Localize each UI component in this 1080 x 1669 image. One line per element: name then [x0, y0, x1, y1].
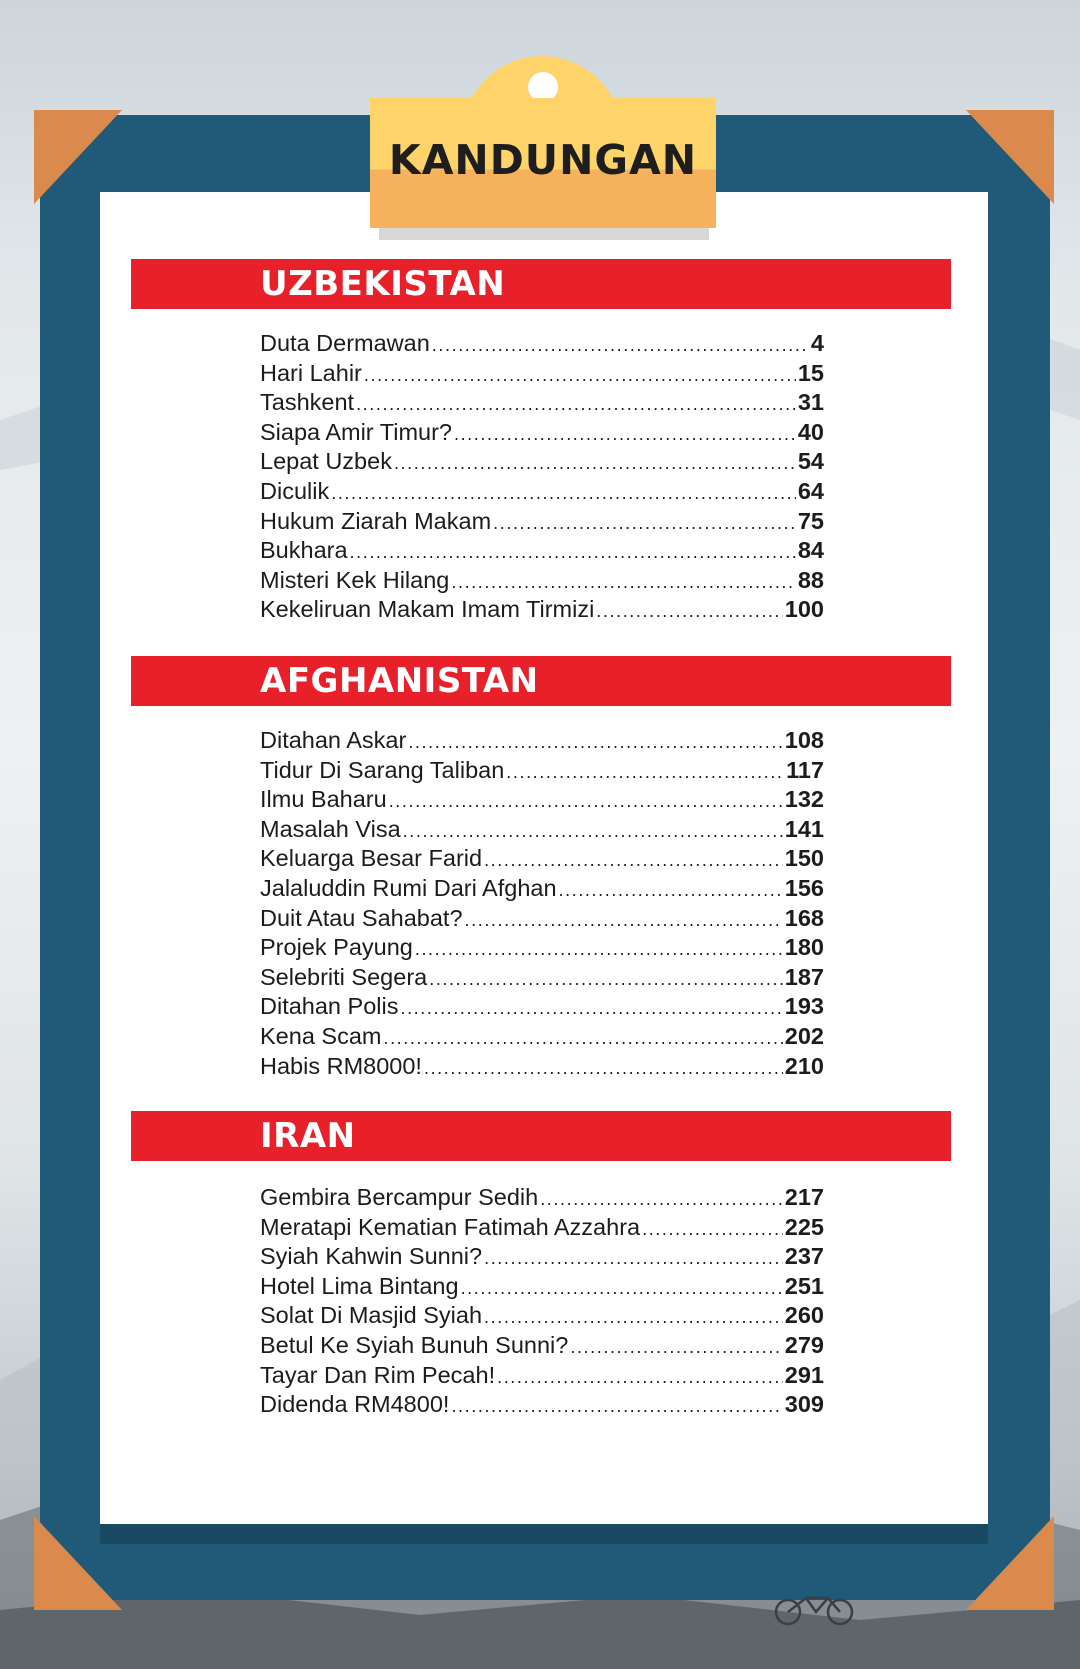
toc-entry-title: Diculik — [260, 477, 330, 504]
toc-entry[interactable] — [260, 388, 824, 418]
toc-entry[interactable] — [260, 1390, 824, 1420]
toc-entry-page: 202 — [784, 1022, 824, 1049]
leader-dots — [403, 817, 783, 847]
toc-entry-page: 180 — [784, 934, 824, 961]
toc-entry[interactable] — [260, 933, 824, 963]
toc-list-uzbekistan — [260, 329, 824, 625]
leader-dots — [383, 1024, 782, 1054]
leader-dots — [642, 1215, 783, 1245]
toc-entry-page: 260 — [784, 1302, 824, 1329]
toc-entry-title: Hukum Ziarah Makam — [260, 507, 492, 534]
toc-entry-title: Meratapi Kematian Fatimah Azzahra — [260, 1213, 641, 1240]
toc-entry[interactable] — [260, 756, 824, 786]
toc-entry-title: Kena Scam — [260, 1022, 382, 1049]
toc-entry[interactable] — [260, 359, 824, 389]
toc-entry-title: Gembira Bercampur Sedih — [260, 1184, 539, 1210]
toc-entry-page: 291 — [784, 1361, 824, 1388]
toc-entry[interactable] — [260, 1022, 824, 1052]
leader-dots — [451, 1392, 782, 1422]
toc-entry-page: 156 — [784, 874, 824, 901]
corner-tab-bottom-left — [34, 1516, 122, 1610]
toc-entry[interactable] — [260, 536, 824, 566]
toc-entry[interactable] — [260, 1242, 824, 1272]
leader-dots — [408, 728, 782, 758]
section-header-iran — [131, 1111, 951, 1161]
toc-entry-page: 141 — [784, 815, 824, 842]
toc-entry-page: 64 — [797, 477, 824, 504]
toc-entry[interactable] — [260, 1331, 824, 1361]
leader-dots — [461, 1274, 783, 1304]
leader-dots — [350, 538, 796, 568]
toc-entry-page: 40 — [797, 418, 824, 445]
toc-entry[interactable] — [260, 1361, 824, 1391]
toc-entry-title: Tayar Dan Rim Pecah! — [260, 1361, 496, 1388]
toc-entry[interactable] — [260, 815, 824, 845]
toc-entry[interactable] — [260, 726, 824, 756]
toc-entry-title: Masalah Visa — [260, 815, 401, 842]
toc-entry[interactable] — [260, 329, 824, 359]
toc-entry-title: Duta Dermawan — [260, 330, 430, 356]
toc-entry-title: Ditahan Askar — [260, 727, 407, 753]
toc-entry-page: 279 — [784, 1331, 824, 1358]
leader-dots — [331, 479, 796, 509]
leader-dots — [484, 1303, 783, 1333]
toc-entry[interactable] — [260, 963, 824, 993]
toc-entry-page: 88 — [797, 566, 824, 593]
toc-entry-title: Projek Payung — [260, 934, 413, 961]
leader-dots — [497, 1363, 783, 1393]
leader-dots — [451, 568, 795, 598]
toc-entry-title: Hari Lahir — [260, 359, 362, 386]
toc-entry[interactable] — [260, 992, 824, 1022]
section-header-afghanistan — [131, 656, 951, 706]
toc-list-afghanistan — [260, 726, 824, 1081]
corner-tab-top-right — [966, 110, 1054, 204]
page-title: KANDUNGAN — [388, 136, 698, 184]
toc-entry[interactable] — [260, 477, 824, 507]
leader-dots — [465, 906, 783, 936]
toc-entry[interactable] — [260, 447, 824, 477]
leader-dots — [424, 1054, 783, 1084]
toc-entry[interactable] — [260, 904, 824, 934]
bicycle-icon — [770, 1592, 860, 1626]
toc-entry-page: 210 — [784, 1052, 824, 1079]
leader-dots — [506, 758, 784, 788]
toc-entry-title: Jalaluddin Rumi Dari Afghan — [260, 874, 557, 901]
corner-tab-top-left — [34, 110, 122, 204]
section-title: IRAN — [260, 1116, 356, 1156]
toc-entry-page: 15 — [797, 359, 824, 386]
toc-entry-title: Duit Atau Sahabat? — [260, 904, 463, 931]
section-header-uzbekistan — [131, 259, 951, 309]
toc-entry-page: 237 — [784, 1243, 824, 1270]
section-title: UZBEKISTAN — [260, 264, 506, 304]
leader-dots — [596, 597, 782, 627]
toc-entry-page: 217 — [784, 1184, 824, 1210]
toc-entry[interactable] — [260, 844, 824, 874]
toc-entry-page: 84 — [797, 537, 824, 564]
leader-dots — [389, 787, 783, 817]
toc-entry[interactable] — [260, 1301, 824, 1331]
toc-entry-title: Keluarga Besar Farid — [260, 845, 483, 872]
toc-entry-title: Syiah Kahwin Sunni? — [260, 1243, 483, 1270]
toc-entry-page: 168 — [784, 904, 824, 931]
toc-entry-title: Bukhara — [260, 537, 348, 564]
toc-entry-page: 150 — [784, 845, 824, 872]
toc-entry-page: 54 — [797, 448, 824, 475]
leader-dots — [364, 361, 796, 391]
toc-entry[interactable] — [260, 595, 824, 625]
toc-entry-title: Ilmu Baharu — [260, 786, 387, 813]
leader-dots — [570, 1333, 782, 1363]
toc-entry-page: 108 — [784, 727, 824, 753]
toc-entry-page: 193 — [784, 993, 824, 1020]
toc-entry[interactable] — [260, 785, 824, 815]
toc-entry-title: Hotel Lima Bintang — [260, 1272, 459, 1299]
section-title: AFGHANISTAN — [260, 661, 539, 701]
leader-dots — [493, 509, 796, 539]
corner-tab-bottom-right — [966, 1516, 1054, 1610]
leader-dots — [540, 1185, 783, 1215]
leader-dots — [429, 965, 783, 995]
toc-entry-title: Selebriti Segera — [260, 963, 428, 990]
toc-entry[interactable] — [260, 566, 824, 596]
toc-entry-page: 31 — [797, 389, 824, 416]
toc-entry-page: 117 — [786, 756, 824, 783]
toc-entry-title: Ditahan Polis — [260, 993, 399, 1020]
leader-dots — [432, 331, 809, 361]
toc-entry-page: 4 — [810, 330, 824, 356]
toc-entry-title: Didenda RM4800! — [260, 1391, 450, 1418]
toc-entry-title: Kekeliruan Makam Imam Tirmizi — [260, 596, 595, 623]
leader-dots — [484, 846, 783, 876]
toc-entry-title: Tashkent — [260, 389, 355, 416]
toc-entry-page: 132 — [784, 786, 824, 813]
toc-entry[interactable] — [260, 874, 824, 904]
leader-dots — [394, 449, 796, 479]
leader-dots — [454, 420, 796, 450]
toc-entry-title: Betul Ke Syiah Bunuh Sunni? — [260, 1331, 569, 1358]
toc-entry-title: Solat Di Masjid Syiah — [260, 1302, 483, 1329]
toc-entry-page: 251 — [784, 1272, 824, 1299]
toc-entry-title: Lepat Uzbek — [260, 448, 392, 475]
leader-dots — [484, 1244, 783, 1274]
toc-entry[interactable] — [260, 1272, 824, 1302]
toc-entry[interactable] — [260, 1052, 824, 1082]
leader-dots — [356, 390, 796, 420]
toc-entry-page: 225 — [784, 1213, 824, 1240]
toc-entry-title: Misteri Kek Hilang — [260, 566, 450, 593]
leader-dots — [415, 935, 783, 965]
toc-entry[interactable] — [260, 507, 824, 537]
toc-entry-page: 75 — [797, 507, 824, 534]
paper-shadow — [100, 1524, 988, 1544]
toc-entry-page: 100 — [784, 596, 824, 623]
toc-entry-title: Siapa Amir Timur? — [260, 418, 452, 445]
toc-entry-page: 187 — [784, 963, 824, 990]
toc-list-iran — [260, 1183, 824, 1420]
toc-entry-title: Tidur Di Sarang Taliban — [260, 756, 505, 783]
toc-entry[interactable] — [260, 418, 824, 448]
toc-entry-page: 309 — [784, 1391, 824, 1418]
toc-entry[interactable] — [260, 1213, 824, 1243]
toc-entry[interactable] — [260, 1183, 824, 1213]
leader-dots — [559, 876, 783, 906]
leader-dots — [400, 994, 782, 1024]
toc-entry-title: Habis RM8000! — [260, 1052, 422, 1079]
